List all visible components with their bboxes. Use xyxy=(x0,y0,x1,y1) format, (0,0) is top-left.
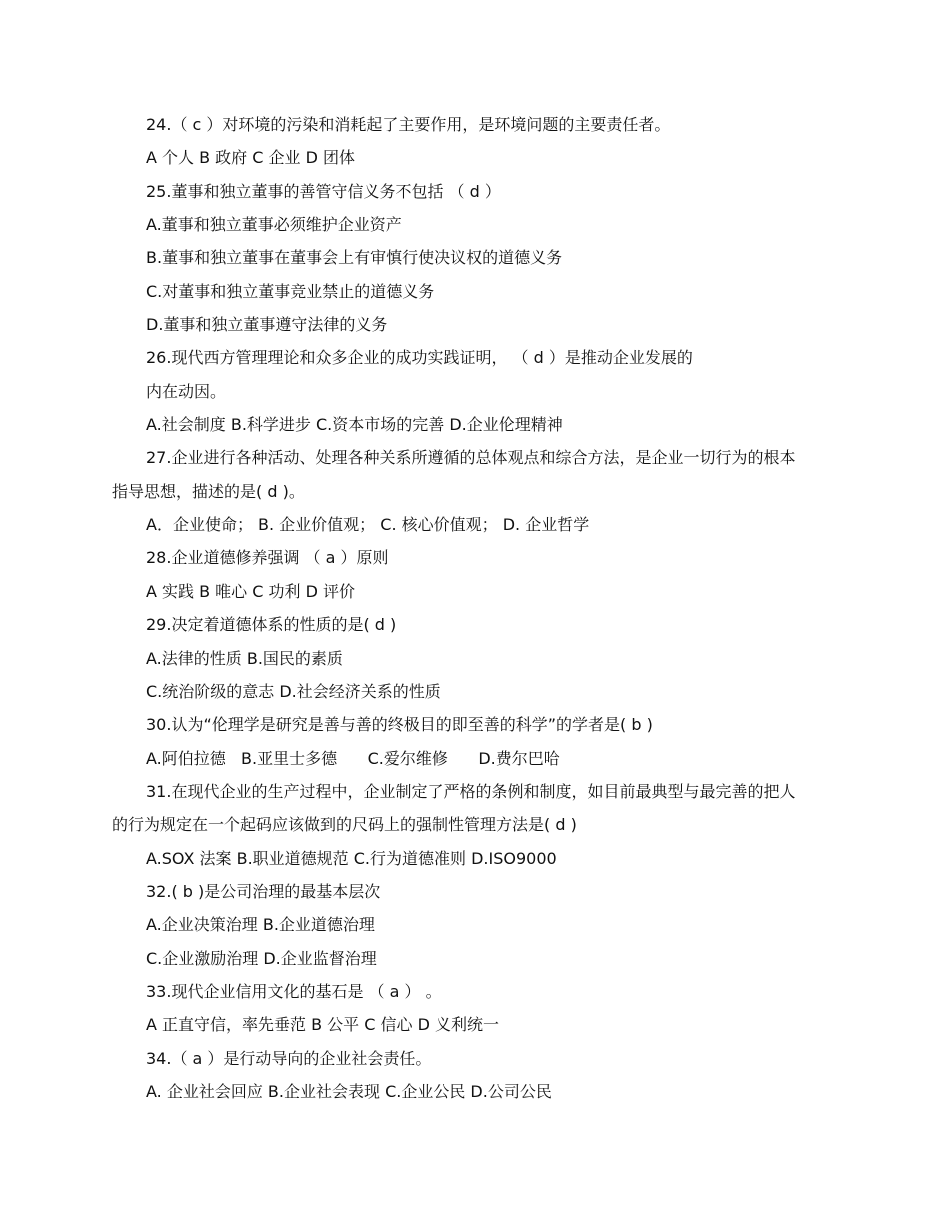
text-line: A．企业使命； B. 企业价值观； C. 核心价值观； D. 企业哲学 xyxy=(146,515,590,535)
text-line: A.企业决策治理 B.企业道德治理 xyxy=(146,915,375,935)
text-line: C.企业激励治理 D.企业监督治理 xyxy=(146,948,377,968)
text-line: A.社会制度 B.科学进步 C.资本市场的完善 D.企业伦理精神 xyxy=(146,415,563,435)
question-list xyxy=(112,108,840,1108)
text-line: A.董事和独立董事必须维护企业资产 xyxy=(146,215,402,235)
text-line: 33.现代企业信用文化的基石是 （ a ） 。 xyxy=(146,981,442,1001)
text-line: C.统治阶级的意志 D.社会经济关系的性质 xyxy=(146,681,441,701)
text-line: A 正直守信，率先垂范 B 公平 C 信心 D 义利统一 xyxy=(146,1015,500,1035)
text-line: A. 企业社会回应 B.企业社会表现 C.企业公民 D.公司公民 xyxy=(146,1081,552,1101)
text-line: 的行为规定在一个起码应该做到的尺码上的强制性管理方法是( d ) xyxy=(112,815,577,835)
text-line: A.SOX 法案 B.职业道德规范 C.行为道德准则 D.ISO9000 xyxy=(146,848,557,868)
text-line: 32.( b )是公司治理的最基本层次 xyxy=(146,881,381,901)
text-line: 内在动因。 xyxy=(146,381,227,401)
text-line: 31.在现代企业的生产过程中，企业制定了严格的条例和制度，如目前最典型与最完善的把人 xyxy=(146,781,796,801)
text-line: 34.（ a ）是行动导向的企业社会责任。 xyxy=(146,1048,432,1068)
text-line: A 实践 B 唯心 C 功利 D 评价 xyxy=(146,581,356,601)
text-line: 26.现代西方管理理论和众多企业的成功实践证明， （ d ）是推动企业发展的 xyxy=(146,348,693,368)
text-line: 25.董事和独立董事的善管守信义务不包括 （ d ） xyxy=(146,181,501,201)
text-line: 24.（ c ）对环境的污染和消耗起了主要作用，是环境问题的主要责任者。 xyxy=(146,115,671,134)
text-line: 29.决定着道德体系的性质的是( d ) xyxy=(146,615,397,635)
text-line: A.阿伯拉德 B.亚里士多德 C.爱尔维修 D.费尔巴哈 xyxy=(146,748,560,768)
text-line: 28.企业道德修养强调 （ a ）原则 xyxy=(146,548,389,568)
text-line: A 个人 B 政府 C 企业 D 团体 xyxy=(146,148,356,168)
text-line: C.对董事和独立董事竞业禁止的道德义务 xyxy=(146,281,435,301)
text-line: B.董事和独立董事在董事会上有审慎行使决议权的道德义务 xyxy=(146,248,563,268)
text-line: A.法律的性质 B.国民的素质 xyxy=(146,648,343,668)
text-line: 27.企业进行各种活动、处理各种关系所遵循的总体观点和综合方法，是企业一切行为的根本 xyxy=(146,448,796,468)
text-line: 30.认为“伦理学是研究是善与善的终极目的即至善的科学”的学者是( b ) xyxy=(146,715,653,735)
text-line: 指导思想，描述的是( d )。 xyxy=(112,481,305,501)
text-line: D.董事和独立董事遵守法律的义务 xyxy=(146,315,388,335)
